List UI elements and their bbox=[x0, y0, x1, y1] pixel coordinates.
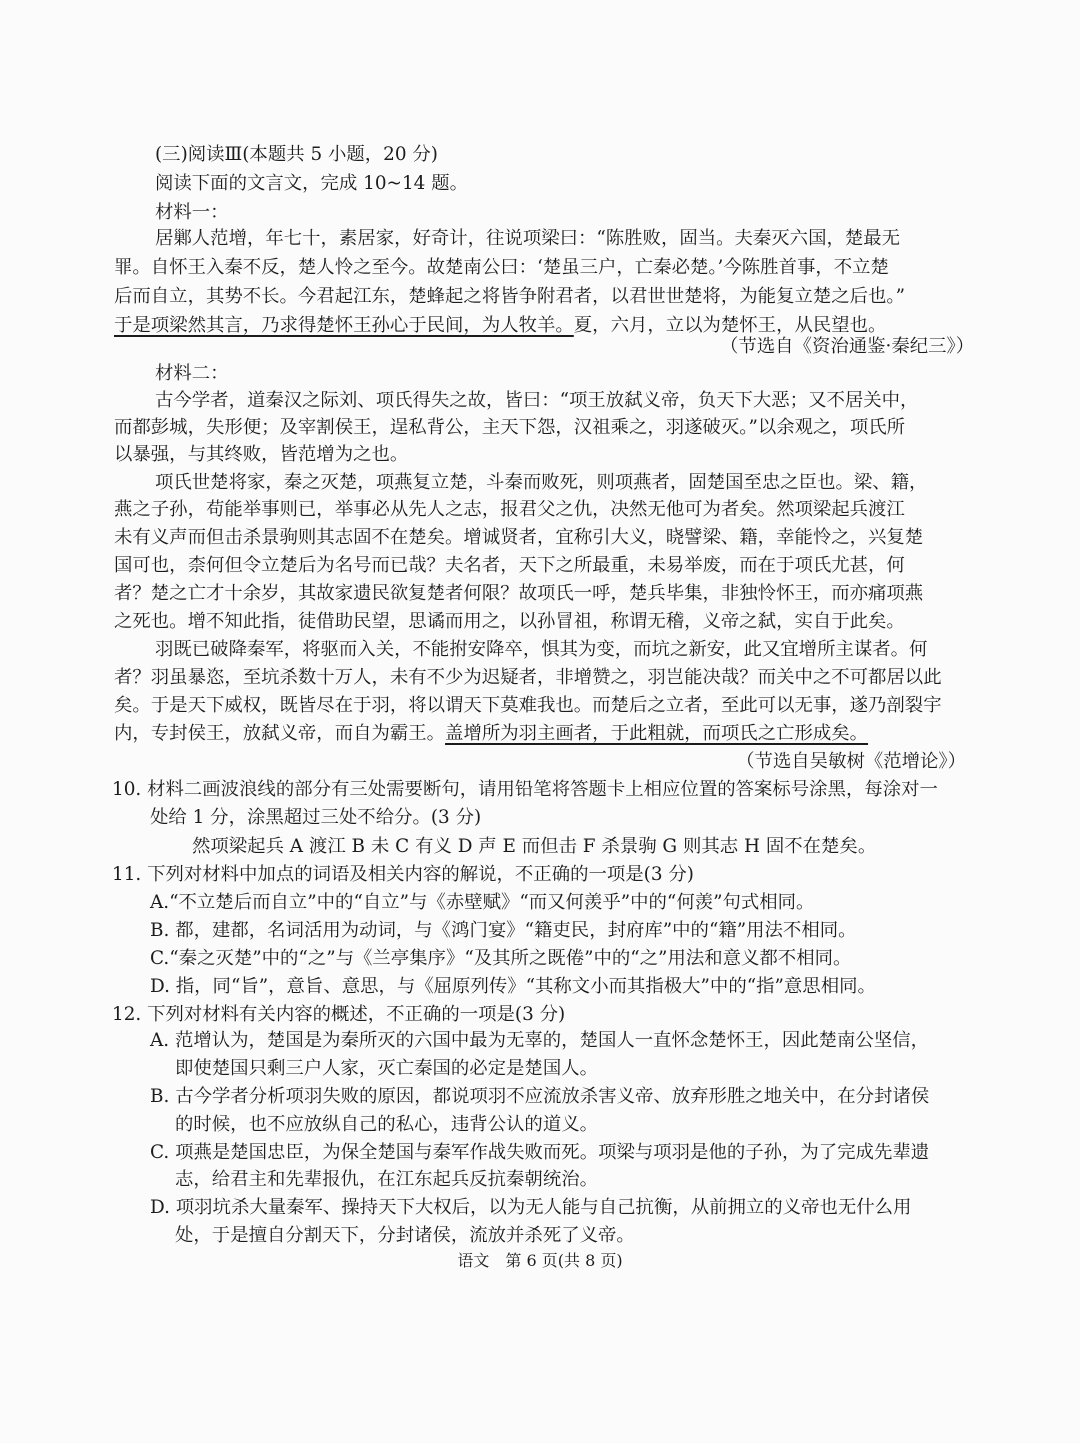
material1-line: 居鄛人范增，年七十，素居家，好奇计，往说项梁曰：“陈胜败，固当。夫秦灭六国，楚最无 bbox=[155, 228, 901, 249]
q12-option-b-cont: 的时候，也不应放纵自己的私心，违背公认的道义。 bbox=[175, 1114, 598, 1135]
material2-line: 项氏世楚将家，秦之灭楚，项燕复立楚，斗秦而败死，则项燕者，固楚国至忠之臣也。梁、籍， bbox=[155, 472, 928, 493]
material2-line bbox=[114, 721, 868, 747]
material2-line: 未有义声而但击杀景驹则其志固不在楚矣。增诚贤者，宜称引大义，晓譬梁、籍，幸能怜之，兴复楚 bbox=[114, 527, 924, 548]
q12-option-b: B. 古今学者分析项羽失败的原因，都说项羽不应流放杀害义帝、放弃形胜之地关中，在分封诸侯 bbox=[150, 1086, 930, 1107]
material2-line: 而都彭城，失形便；及宰割侯王，逞私背公，主天下怨，汉祖乘之，羽遂破灭。”以余观之，项氏所 bbox=[114, 417, 906, 438]
material2-line: 国可也，柰何但令立楚后为名号而已哉？夫名者，天下之所最重，未易举废，而在于项氏尤甚，何 bbox=[114, 555, 905, 576]
material2-line-head: 内，专封侯王，放弑义帝，而自为霸王。 bbox=[114, 723, 446, 744]
q11-option-d: D. 指，同“旨”，意旨、意思，与《屈原列传》“其称文小而其指极大”中的“指”意思相同。 bbox=[150, 976, 876, 997]
q11-stem: 11. 下列对材料中加点的词语及相关内容的解说，不正确的一项是(3 分) bbox=[112, 864, 694, 885]
material2-underlined-sentence: 盖增所为羽主画者，于此粗就，而项氏之亡形成矣。 bbox=[445, 723, 869, 744]
instruction: 阅读下面的文言文，完成 10~14 题。 bbox=[155, 173, 468, 194]
page-footer: 语文 第 6 页(共 8 页) bbox=[457, 1251, 623, 1270]
q10-sentence: 然项梁起兵 A 渡江 B 未 C 有义 D 声 E 而但击 F 杀景驹 G 则其志 H 固不在楚矣。 bbox=[192, 836, 877, 857]
material1-label: 材料一： bbox=[155, 202, 229, 223]
material2-line: 者？羽虽暴恣，至坑杀数十万人，未有不少为迟疑者，非增赞之，羽岂能决哉？而关中之不可都居以此 bbox=[114, 667, 942, 688]
material2-line: 古今学者，道秦汉之际刘、项氏得失之故，皆曰：“项王放弑义帝，负天下大恶；又不居关中， bbox=[155, 390, 919, 411]
q11-option-c: C.“秦之灭楚”中的“之”与《兰亭集序》“及其所之既倦”中的“之”用法和意义都不相同。 bbox=[150, 948, 852, 969]
q12-option-c: C. 项燕是楚国忠臣，为保全楚国与秦军作战失败而死。项梁与项羽是他的子孙，为了完成先辈遗 bbox=[150, 1142, 930, 1163]
q12-option-a: A. 范增认为，楚国是为秦所灭的六国中最为无辜的，楚国人一直怀念楚怀王，因此楚南公坚信， bbox=[150, 1030, 929, 1051]
material1-underlined-sentence: 于是项梁然其言，乃求得楚怀王孙心于民间，为人牧羊。 bbox=[114, 315, 574, 336]
q12-stem: 12. 下列对材料有关内容的概述，不正确的一项是(3 分) bbox=[112, 1004, 566, 1025]
q11-option-a: A.“不立楚后而自立”中的“自立”与《赤壁赋》“而又何羡乎”中的“何羡”句式相同。 bbox=[150, 892, 815, 913]
material2-source: （节选自吴敏树《范增论》） bbox=[736, 751, 966, 772]
q10-stem: 10. 材料二画波浪线的部分有三处需要断句，请用铅笔将答题卡上相应位置的答案标号涂黑，每涂对一 bbox=[112, 779, 938, 800]
q12-option-d: D. 项羽坑杀大量秦军、操持天下大权后，以为无人能与自己抗衡，从前拥立的义帝也无什么用 bbox=[150, 1197, 912, 1218]
material1-line: 罪。自怀王入秦不反，楚人怜之至今。故楚南公曰：‘楚虽三户，亡秦必楚。’今陈胜首事，不立楚 bbox=[114, 257, 889, 278]
section-header: (三)阅读Ⅲ(本题共 5 小题，20 分) bbox=[155, 144, 438, 165]
material1-line-tail: 夏，六月，立以为楚怀王，从民望也。 bbox=[573, 315, 887, 336]
material2-line: 羽既已破降秦军，将驱而入关，不能拊安降卒，惧其为变，而坑之新安，此又宜增所主谋者。何 bbox=[155, 639, 928, 660]
material2-label: 材料二： bbox=[155, 363, 229, 384]
q12-option-a-cont: 即使楚国只剩三户人家，灭亡秦国的必定是楚国人。 bbox=[175, 1058, 598, 1079]
q12-option-d-cont: 处，于是擅自分割天下，分封诸侯，流放并杀死了义帝。 bbox=[175, 1225, 635, 1246]
q10-stem: 处给 1 分，涂黑超过三处不给分。(3 分) bbox=[150, 807, 482, 828]
material2-line: 以暴强，与其终败，皆范增为之也。 bbox=[114, 444, 409, 465]
material2-line: 之死也。增不知此指，徒借助民望，思谲而用之，以孙冒祖，称谓无稽，义帝之弑，实自于此矣。 bbox=[114, 611, 905, 632]
q11-option-b: B. 都，建都，名词活用为动词，与《鸿门宴》“籍吏民，封府库”中的“籍”用法不相同。 bbox=[150, 920, 857, 941]
material2-line: 矣。于是天下威权，既皆尽在于羽，将以谓天下莫难我也。而楚后之立者，至此可以无事，遂乃剖裂宇 bbox=[114, 695, 942, 716]
material2-line: 者？楚之亡才十余岁，其故家遗民欲复楚者何限？故项氏一呼，楚兵毕集，非独怜怀王，而亦痛项燕 bbox=[114, 583, 924, 604]
material2-line: 燕之子孙，苟能举事则已，举事必从先人之志，报君父之仇，决然无他可为者矣。然项梁起兵渡江 bbox=[114, 499, 905, 520]
material1-line: 后而自立，其势不长。今君起江东，楚蜂起之将皆争附君者，以君世世楚将，为能复立楚之后也。” bbox=[114, 286, 906, 307]
q12-option-c-cont: 志，给君主和先辈报仇，在江东起兵反抗秦朝统治。 bbox=[175, 1169, 598, 1190]
material1-source: （节选自《资治通鉴·秦纪三》） bbox=[720, 336, 975, 357]
